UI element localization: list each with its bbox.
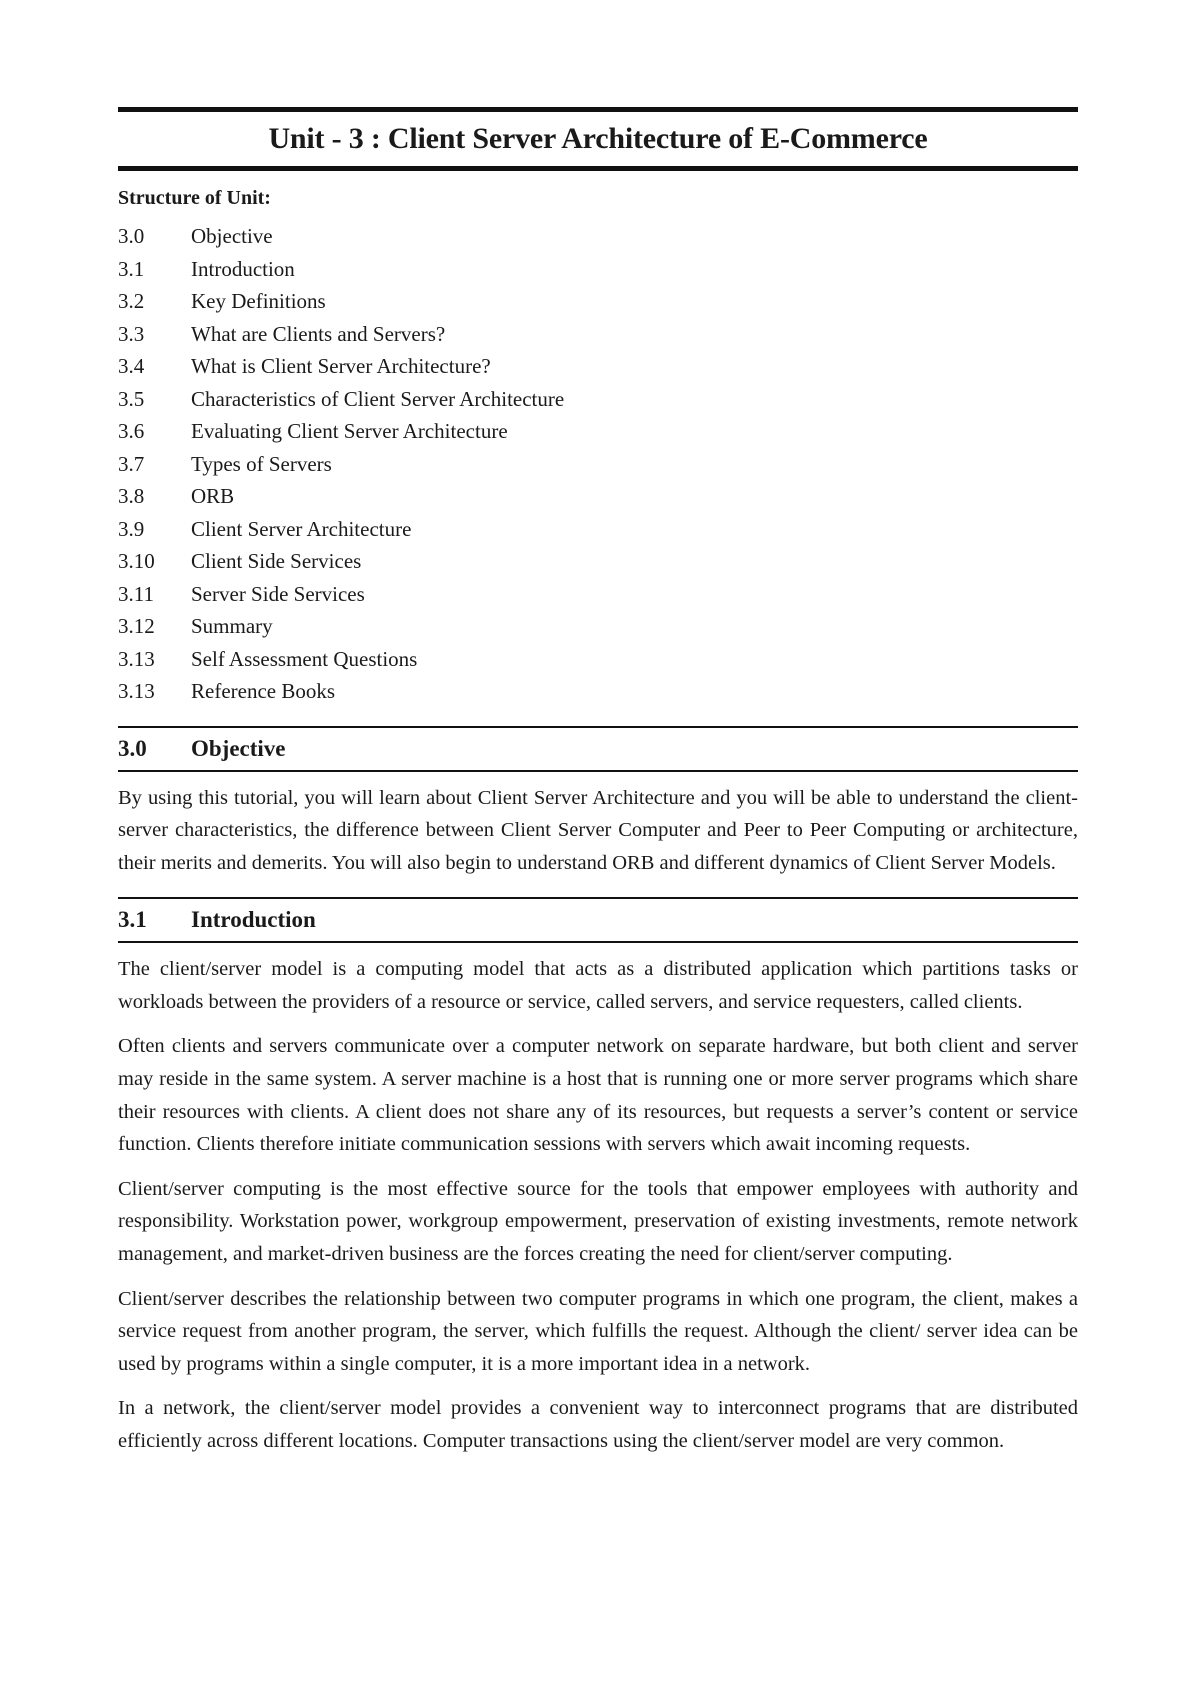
toc-item-number: 3.6: [118, 419, 145, 443]
paragraph: In a network, the client/server model provides a convenient way to interconnect programs that are distributed efficiently across different locations. Computer transactions using the client/server model are very common.: [118, 1397, 1078, 1452]
toc-item: [118, 480, 1078, 513]
toc-item-number: 3.2: [118, 289, 145, 313]
toc-item-label: Server Side Services: [191, 581, 365, 606]
section-title: Objective: [191, 735, 286, 761]
toc-item-label: Client Server Architecture: [191, 516, 412, 541]
toc-item: [118, 610, 1078, 643]
toc-item: [118, 253, 1078, 286]
toc-item-label: Types of Servers: [191, 451, 332, 476]
toc-item-label: Self Assessment Questions: [191, 646, 418, 671]
section-number: 3.1: [118, 907, 147, 933]
toc-item-number: 3.11: [118, 581, 154, 606]
toc-item-number: 3.10: [118, 549, 155, 573]
toc-item-number: 3.12: [118, 614, 155, 638]
toc-item-number: 3.5: [118, 386, 145, 411]
section-title: Introduction: [191, 907, 316, 933]
paragraph: Client/server computing is the most effective source for the tools that empower employees with authority and responsibility. Workstation power, workgroup empowerment, preservation of existing investments, remote network management, and market-driven business are the forces creating the need for client/server computing.: [118, 1177, 1078, 1266]
toc-item-label: What are Clients and Servers?: [191, 321, 446, 346]
paragraph: By using this tutorial, you will learn about Client Server Architecture and you will be able to understand the client-server characteristics, the difference between Client Server Computer and Peer to Peer Computing or architecture, their merits and demerits. You will also begin to understand ORB and different dynamics of Client Server Models.: [118, 786, 1078, 874]
toc-item: [118, 285, 1078, 318]
toc-item: [118, 220, 1078, 253]
toc-item: [118, 545, 1078, 578]
toc-item-label: Summary: [191, 614, 273, 638]
section-heading-objective: [118, 726, 1078, 772]
toc-item-label: What is Client Server Architecture?: [191, 354, 491, 378]
toc-item-label: Key Definitions: [191, 289, 326, 313]
toc-item-number: 3.1: [118, 256, 145, 281]
toc-item-number: 3.9: [118, 516, 145, 541]
toc-item: [118, 513, 1078, 546]
toc-item-label: ORB: [191, 484, 235, 508]
toc-item-number: 3.13: [118, 646, 155, 671]
toc-item-label: Introduction: [191, 256, 295, 281]
section-heading-introduction: [118, 897, 1078, 943]
toc-item: [118, 383, 1078, 416]
toc-item-label: Reference Books: [191, 679, 336, 703]
toc-item-number: 3.8: [118, 484, 145, 508]
toc-item-number: 3.4: [118, 354, 145, 378]
toc-item-number: 3.3: [118, 321, 145, 346]
toc-item-label: Objective: [191, 224, 273, 248]
toc-item-label: Client Side Services: [191, 549, 362, 573]
toc-item-number: 3.13: [118, 679, 155, 703]
toc-item: [118, 643, 1078, 676]
toc-item: [118, 415, 1078, 448]
toc-item: [118, 675, 1078, 708]
toc-item-number: 3.0: [118, 224, 145, 248]
structure-heading: Structure of Unit:: [118, 187, 271, 209]
unit-title: Unit - 3 : Client Server Architecture of E-Commerce: [268, 122, 928, 155]
paragraph: Client/server describes the relationship between two computer programs in which one program, the client, makes a service request from another program, the server, which fulfills the request. Although the client/ server idea can be used by programs within a single computer, it is a more important idea in a network.: [118, 1287, 1078, 1375]
paragraph: Often clients and servers communicate over a computer network on separate hardware, but both client and server may reside in the same system. A server machine is a host that is running one or more server programs which share their resources with clients. A client does not share any of its resources, but requests a server’s content or service function. Clients therefore initiate communication sessions with servers which await incoming requests.: [118, 1035, 1078, 1156]
toc-item-label: Evaluating Client Server Architecture: [191, 419, 508, 443]
toc-item-label: Characteristics of Client Server Architecture: [191, 386, 565, 411]
toc-item: [118, 578, 1078, 611]
toc-item-number: 3.7: [118, 451, 145, 476]
toc-item: [118, 318, 1078, 351]
paragraph: The client/server model is a computing model that acts as a distributed application which partitions tasks or workloads between the providers of a resource or service, called servers, and service requesters, called clients.: [118, 958, 1078, 1013]
title-block: [118, 0, 1078, 171]
title-bottom-rule: [118, 166, 1078, 171]
table-of-contents: [118, 220, 1078, 708]
section-number: 3.0: [118, 735, 147, 761]
toc-item: [118, 448, 1078, 481]
toc-item: [118, 350, 1078, 383]
